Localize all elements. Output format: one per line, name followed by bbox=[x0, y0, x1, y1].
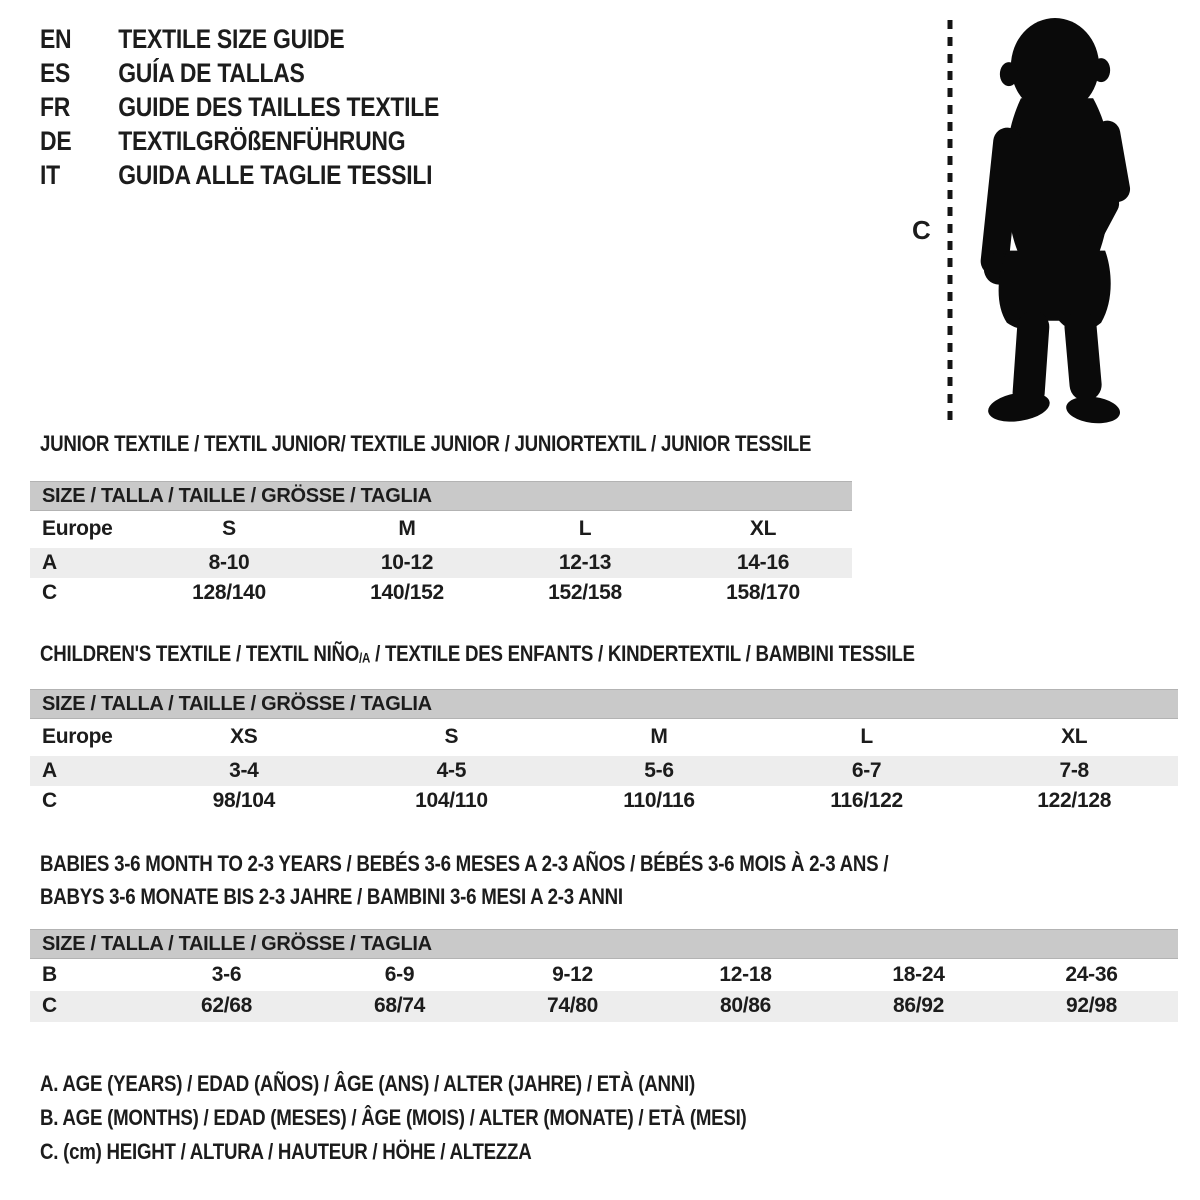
babies-heading-line2: BABYS 3-6 MONATE BIS 2-3 JAHRE / BAMBINI 3-6 MESI A 2-3 ANNI bbox=[40, 884, 623, 909]
legend-line-b: B. AGE (MONTHS) / EDAD (MESES) / ÂGE (MOIS) / ALTER (MONATE) / ETÀ (MESI) bbox=[40, 1105, 747, 1130]
size-header-bar: SIZE / TALLA / TAILLE / GRÖSSE / TAGLIA bbox=[30, 930, 1178, 959]
column-header-m: M bbox=[398, 517, 416, 541]
table-cell: 6-7 bbox=[763, 756, 971, 786]
table-cell: 8-10 bbox=[140, 548, 318, 578]
language-code: EN bbox=[40, 24, 72, 54]
language-row-en bbox=[40, 22, 439, 56]
guide-title-fr: GUIDE DES TAILLES TEXTILE bbox=[118, 92, 440, 122]
table-cell: 98/104 bbox=[212, 789, 276, 812]
junior-heading-text: JUNIOR TEXTILE / TEXTIL JUNIOR/ TEXTILE JUNIOR / JUNIORTEXTIL / JUNIOR TESSILE bbox=[40, 431, 812, 456]
language-code: FR bbox=[40, 92, 71, 122]
row-label: A bbox=[30, 756, 140, 786]
measurement-legend bbox=[40, 1067, 871, 1169]
table-cell: 24-36 bbox=[1065, 962, 1118, 986]
table-cell: 4-5 bbox=[348, 756, 556, 786]
children-size-table bbox=[30, 689, 1178, 817]
guide-title-en: TEXTILE SIZE GUIDE bbox=[118, 24, 345, 54]
region-header: Europe bbox=[42, 725, 113, 749]
height-row bbox=[30, 578, 852, 609]
row-label: A bbox=[30, 548, 140, 578]
table-cell: 104/110 bbox=[415, 789, 488, 812]
age-row bbox=[30, 548, 852, 578]
children-heading-sub: /A bbox=[359, 650, 371, 666]
table-cell: 18-24 bbox=[892, 962, 945, 986]
row-label: C bbox=[30, 991, 140, 1022]
column-header-xl: XL bbox=[1061, 725, 1088, 749]
junior-size-table bbox=[30, 481, 852, 609]
age-row bbox=[30, 756, 1178, 786]
legend-line-c: C. (cm) HEIGHT / ALTURA / HAUTEUR / HÖHE / ALTEZZA bbox=[40, 1139, 532, 1164]
table-cell: 128/140 bbox=[192, 581, 266, 604]
height-row bbox=[30, 991, 1178, 1022]
months-row bbox=[30, 959, 1178, 991]
size-header-row bbox=[30, 930, 1178, 959]
table-cell: 9-12 bbox=[552, 962, 593, 986]
table-cell: 74/80 bbox=[486, 991, 659, 1022]
language-row-it bbox=[40, 158, 439, 192]
column-header-xl: XL bbox=[749, 517, 777, 541]
size-header-row bbox=[30, 690, 1178, 719]
children-heading-post: / TEXTILE DES ENFANTS / KINDERTEXTIL / BAMBINI TESSILE bbox=[370, 641, 915, 666]
column-header-row bbox=[30, 511, 852, 548]
language-row-de bbox=[40, 124, 439, 158]
table-cell: 7-8 bbox=[970, 756, 1178, 786]
column-header-row bbox=[30, 719, 1178, 756]
table-cell: 10-12 bbox=[318, 548, 496, 578]
column-header-l: L bbox=[578, 517, 592, 541]
table-cell: 110/116 bbox=[623, 789, 695, 812]
language-code: DE bbox=[40, 126, 72, 156]
guide-title-es: GUÍA DE TALLAS bbox=[118, 58, 305, 88]
column-header-s: S bbox=[222, 517, 236, 541]
guide-title-it: GUIDA ALLE TAGLIE TESSILI bbox=[118, 160, 433, 190]
children-heading-pre: CHILDREN'S TEXTILE / TEXTIL NIÑO bbox=[40, 641, 360, 666]
table-cell: 6-9 bbox=[384, 962, 415, 986]
size-header-bar: SIZE / TALLA / TAILLE / GRÖSSE / TAGLIA bbox=[30, 482, 852, 511]
babies-heading-line1: BABIES 3-6 MONTH TO 2-3 YEARS / BEBÉS 3-6 MESES A 2-3 AÑOS / BÉBÉS 3-6 MOIS À 2-3 ANS / bbox=[40, 851, 889, 876]
table-cell: 68/74 bbox=[313, 991, 486, 1022]
children-section-heading bbox=[40, 641, 1069, 672]
table-cell: 116/122 bbox=[830, 789, 903, 812]
table-cell: 122/128 bbox=[1037, 789, 1112, 812]
column-header-xs: XS bbox=[230, 725, 258, 749]
row-label: B bbox=[42, 962, 57, 986]
language-title-block bbox=[40, 22, 510, 192]
table-cell: 12-18 bbox=[719, 962, 772, 986]
toddler-silhouette-icon bbox=[962, 12, 1144, 428]
column-header-s: S bbox=[444, 725, 459, 749]
table-cell: 12-13 bbox=[496, 548, 674, 578]
babies-section-heading bbox=[40, 847, 1038, 913]
language-row-es bbox=[40, 56, 439, 90]
height-row bbox=[30, 786, 1178, 817]
size-header-row bbox=[30, 482, 852, 511]
table-cell: 80/86 bbox=[659, 991, 832, 1022]
language-code: IT bbox=[40, 160, 60, 190]
column-header-l: L bbox=[860, 725, 873, 749]
table-cell: 5-6 bbox=[555, 756, 763, 786]
table-cell: 140/152 bbox=[370, 581, 444, 604]
junior-section-heading bbox=[40, 431, 947, 457]
row-label: C bbox=[42, 789, 57, 812]
children-heading-text bbox=[40, 641, 915, 672]
table-cell: 62/68 bbox=[140, 991, 313, 1022]
legend-line-a: A. AGE (YEARS) / EDAD (AÑOS) / ÂGE (ANS) / ALTER (JAHRE) / ETÀ (ANNI) bbox=[40, 1071, 695, 1096]
guide-title-de: TEXTILGRÖßENFÜHRUNG bbox=[118, 126, 406, 156]
column-header-m: M bbox=[650, 725, 668, 749]
table-cell: 158/170 bbox=[726, 581, 800, 604]
region-header: Europe bbox=[42, 517, 113, 541]
table-cell: 3-4 bbox=[140, 756, 348, 786]
babies-size-table bbox=[30, 929, 1178, 1022]
table-cell: 152/158 bbox=[548, 581, 622, 604]
table-cell: 92/98 bbox=[1005, 991, 1178, 1022]
table-cell: 14-16 bbox=[674, 548, 852, 578]
language-code: ES bbox=[40, 58, 71, 88]
table-cell: 3-6 bbox=[211, 962, 242, 986]
table-cell: 86/92 bbox=[832, 991, 1005, 1022]
size-header-bar: SIZE / TALLA / TAILLE / GRÖSSE / TAGLIA bbox=[30, 690, 1178, 719]
height-dashed-line bbox=[947, 20, 953, 420]
height-measure-label: C bbox=[912, 215, 931, 245]
row-label: C bbox=[42, 581, 57, 604]
language-row-fr bbox=[40, 90, 439, 124]
